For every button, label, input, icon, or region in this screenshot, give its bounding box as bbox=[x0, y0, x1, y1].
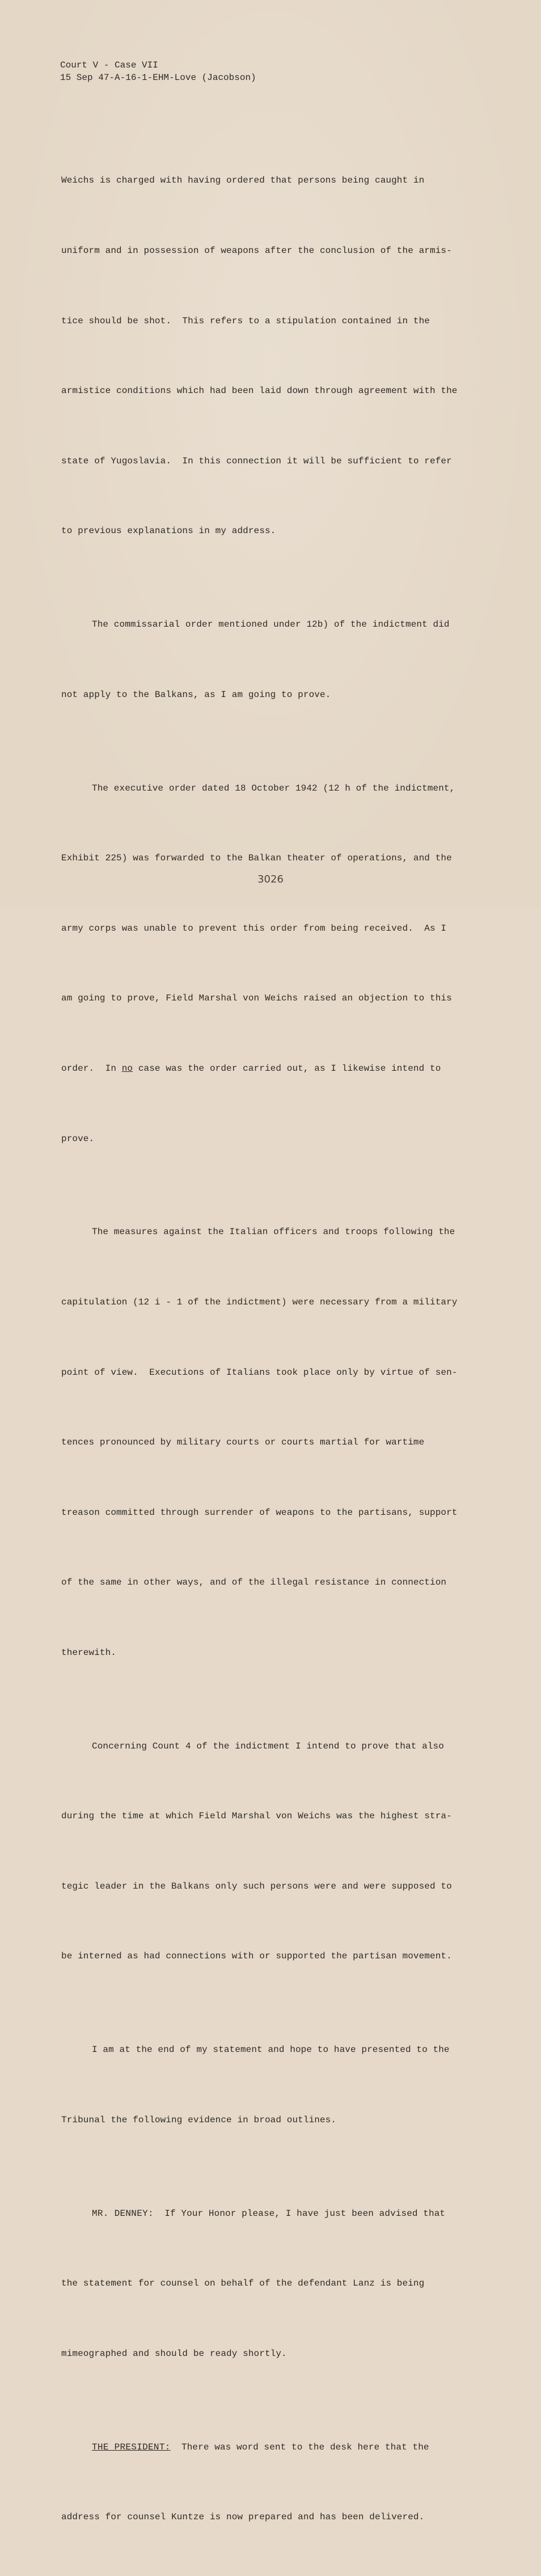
text-line: I am at the end of my statement and hope to have presented to the bbox=[92, 2045, 450, 2055]
text-line: prove. bbox=[61, 1133, 95, 1144]
text-line: treason committed through surrender of weapons to the partisans, support bbox=[61, 1507, 458, 1518]
text-line: Weichs is charged with having ordered that persons being caught in bbox=[61, 175, 425, 186]
text-line: to previous explanations in my address. bbox=[61, 526, 276, 537]
text-line: tice should be shot. This refers to a stipulation contained in the bbox=[61, 315, 430, 326]
text-line: Tribunal the following evidence in broad outlines. bbox=[61, 2114, 337, 2125]
court-case-line: Court V - Case VII bbox=[60, 60, 158, 70]
text-line: point of view. Executions of Italians took place only by virtue of sen- bbox=[61, 1367, 458, 1378]
page-number: 3026 bbox=[257, 873, 284, 885]
text-line: armistice conditions which had been laid down through agreement with the bbox=[61, 386, 458, 396]
text-line bbox=[61, 2202, 492, 2226]
text-line: therewith. bbox=[61, 1647, 117, 1658]
transcript-body bbox=[61, 123, 492, 2576]
speaker-label: MR. DENNEY: bbox=[92, 2208, 154, 2219]
emphasis-word: no bbox=[121, 1063, 133, 1074]
transcript-reference-line: 15 Sep 47-A-16-1-EHM-Love (Jacobson) bbox=[60, 73, 256, 83]
document-header bbox=[60, 59, 256, 84]
text-line: uniform and in possession of weapons after the conclusion of the armis- bbox=[61, 246, 452, 256]
text-line: be interned as had connections with or supported the partisan movement. bbox=[61, 1951, 452, 1962]
text-line bbox=[61, 1057, 492, 1080]
text-line: mimeographed and should be ready shortly. bbox=[61, 2348, 287, 2359]
text-line: state of Yugoslavia. In this connection it will be sufficient to refer bbox=[61, 455, 452, 466]
text-line: The commissarial order mentioned under 12b) of the indictment did bbox=[92, 619, 450, 630]
text-line: army corps was unable to prevent this order from being received. As I bbox=[61, 923, 447, 934]
text-line: am going to prove, Field Marshal von Weichs raised an objection to this bbox=[61, 993, 452, 1004]
text-line: tegic leader in the Balkans only such persons were and were supposed to bbox=[61, 1881, 452, 1891]
text-line bbox=[61, 2436, 492, 2459]
text-line: The measures against the Italian officers and troops following the bbox=[92, 1227, 455, 1238]
text-line: the statement for counsel on behalf of the defendant Lanz is being bbox=[61, 2278, 425, 2289]
text-line: not apply to the Balkans, as I am going to prove. bbox=[61, 689, 331, 700]
speaker-label: THE PRESIDENT: bbox=[92, 2442, 171, 2452]
text-fragment: case was the order carried out, as I likewise intend to bbox=[133, 1063, 441, 1074]
text-line: Concerning Count 4 of the indictment I intend to prove that also bbox=[92, 1741, 444, 1751]
text-line: The executive order dated 18 October 1942 (12 h of the indictment, bbox=[92, 783, 455, 793]
text-line: capitulation (12 i - 1 of the indictment) were necessary from a military bbox=[61, 1297, 458, 1307]
text-fragment: If Your Honor please, I have just been advised that bbox=[153, 2208, 446, 2219]
text-line: address for counsel Kuntze is now prepared and has been delivered. bbox=[61, 2512, 425, 2523]
text-fragment: order. In bbox=[61, 1063, 122, 1074]
text-line: during the time at which Field Marshal von Weichs was the highest stra- bbox=[61, 1811, 452, 1822]
text-fragment: There was word sent to the desk here that the bbox=[170, 2442, 429, 2452]
text-line: Exhibit 225) was forwarded to the Balkan theater of operations, and the bbox=[61, 853, 452, 864]
text-line: tences pronounced by military courts or courts martial for wartime bbox=[61, 1437, 425, 1448]
text-line: of the same in other ways, and of the illegal resistance in connection bbox=[61, 1577, 447, 1588]
